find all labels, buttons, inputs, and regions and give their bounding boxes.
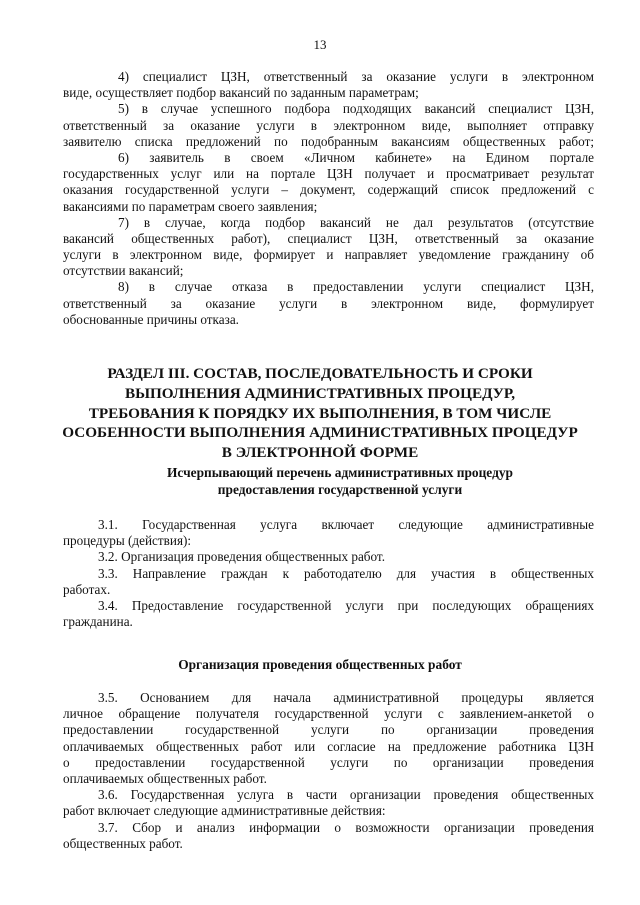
text-line: процедуры (действия): bbox=[63, 533, 192, 549]
page-number: 13 bbox=[313, 37, 327, 52]
list-item bbox=[63, 215, 594, 280]
title-line: ТРЕБОВАНИЯ К ПОРЯДКУ ИХ ВЫПОЛНЕНИЯ, В ТОМ ЧИСЛЕ bbox=[88, 404, 552, 422]
text-line: ответственный за оказание услуги в электронном виде, выполняет отправку bbox=[63, 117, 594, 133]
text-line: услуги в электронном виде, формирует и направляет уведомление гражданину об bbox=[63, 247, 594, 263]
list-item bbox=[63, 690, 594, 787]
text-line: 3.6. Государственная услуга в части организации проведения общественных bbox=[98, 787, 594, 803]
text-line: оказания государственной услуги – документ, содержащий список предложений с bbox=[63, 182, 594, 198]
list-item bbox=[63, 787, 594, 819]
list-item bbox=[63, 566, 594, 598]
list-item bbox=[63, 820, 594, 852]
list-item bbox=[63, 598, 594, 630]
text-line: ответственный за оказание услуги в электронном виде, формулирует bbox=[63, 295, 594, 311]
text-line: государственных услуг или на портале ЦЗН получает и просматривает результат bbox=[63, 166, 594, 182]
text-line: личное обращение получателя государственной услуги с заявлением-анкетой о bbox=[63, 706, 594, 722]
text-line: предоставлении государственной услуги по организации проведения bbox=[63, 722, 594, 738]
text-line: 3.7. Сбор и анализ информации о возможности организации проведения bbox=[98, 819, 594, 835]
title-line: В ЭЛЕКТРОННОЙ ФОРМЕ bbox=[221, 444, 419, 462]
text-line: работ включает следующие административные действия: bbox=[63, 803, 386, 819]
text-line: 3.3. Направление граждан к работодателю для участия в общественных bbox=[98, 565, 594, 581]
title-line: ВЫПОЛНЕНИЯ АДМИНИСТРАТИВНЫХ ПРОЦЕДУР, bbox=[124, 384, 516, 402]
text-line: отсутствии вакансий; bbox=[63, 263, 184, 279]
text-line: обоснованные причины отказа. bbox=[63, 311, 239, 327]
text-line: оплачиваемых общественных работ. bbox=[63, 770, 267, 786]
section-title bbox=[40, 364, 600, 463]
subheading-line: предоставления государственной услуги bbox=[217, 482, 463, 498]
subheading-line: Организация проведения общественных работ bbox=[178, 657, 462, 672]
text-line: работах. bbox=[63, 581, 111, 597]
list-item bbox=[63, 279, 594, 328]
text-line: 7) в случае, когда подбор вакансий не дал результатов (отсутствие bbox=[118, 214, 594, 230]
text-line: гражданина. bbox=[63, 614, 133, 630]
text-line: виде, осуществляет подбор вакансий по заданным параметрам; bbox=[63, 85, 419, 101]
text-line: 3.1. Государственная услуга включает следующие административные bbox=[98, 517, 594, 532]
title-line: РАЗДЕЛ III. СОСТАВ, ПОСЛЕДОВАТЕЛЬНОСТЬ И СРОКИ bbox=[107, 365, 533, 382]
text-line: вакансий общественных работ), специалист ЦЗН, ответственный за оказание bbox=[63, 230, 594, 246]
text-line: общественных работ. bbox=[63, 835, 183, 851]
text-line: 4) специалист ЦЗН, ответственный за оказание услуги в электронном bbox=[118, 69, 594, 84]
text-line: 3.4. Предоставление государственной услуги при последующих обращениях bbox=[98, 597, 594, 613]
subheading-line: Исчерпывающий перечень административных процедур bbox=[166, 465, 513, 480]
text-line: 3.2. Организация проведения общественных работ. bbox=[98, 549, 385, 565]
list-item bbox=[63, 150, 594, 215]
procedure-details bbox=[63, 690, 594, 852]
text-line: 6) заявитель в своем «Личном кабинете» на Едином портале bbox=[118, 149, 594, 165]
subheading bbox=[60, 464, 620, 499]
text-line: 3.5. Основанием для начала административной процедуры является bbox=[98, 690, 594, 705]
text-line: о предоставлении государственной услуги по организации проведения bbox=[63, 754, 594, 770]
text-line: вакансиями по параметрам своего заявления; bbox=[63, 198, 318, 214]
list-item bbox=[63, 101, 594, 150]
text-line: оплачиваемых общественных работ или согласие на предложение работника ЦЗН bbox=[63, 738, 594, 754]
list-item bbox=[63, 69, 594, 101]
subheading bbox=[40, 656, 600, 673]
text-line: 5) в случае успешного подбора подходящих вакансий специалист ЦЗН, bbox=[118, 101, 594, 117]
text-line: 8) в случае отказа в предоставлении услуги специалист ЦЗН, bbox=[118, 279, 594, 295]
list-item bbox=[63, 517, 594, 549]
top-list bbox=[63, 69, 594, 328]
title-line: ОСОБЕННОСТИ ВЫПОЛНЕНИЯ АДМИНИСТРАТИВНЫХ ПРОЦЕДУР bbox=[62, 424, 578, 442]
list-item bbox=[63, 549, 594, 565]
text-line: заявителю списка предложений по подобранным вакансиям общественных работ; bbox=[63, 133, 594, 149]
procedure-list bbox=[63, 517, 594, 630]
